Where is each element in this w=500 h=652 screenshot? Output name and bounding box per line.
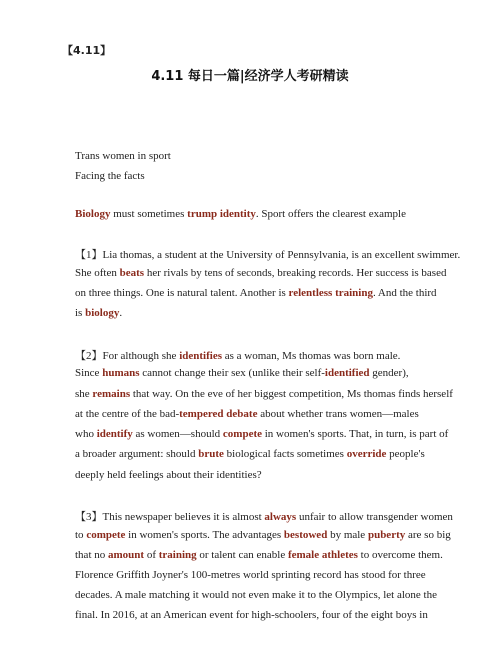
paragraph-2-line: [75, 388, 485, 400]
keyword: identify: [96, 428, 133, 440]
paragraph-marker: 【3】: [75, 511, 103, 523]
text: Since: [75, 367, 103, 379]
paragraph-2-line: [75, 428, 485, 440]
text: Lia thomas, a student at the University of Pennsylvania, is an excellent swimmer.: [102, 249, 461, 261]
date-tag: 【4.11】: [62, 44, 112, 57]
keyword: amount: [108, 549, 145, 561]
text: .: [119, 307, 123, 319]
text: at the centre of the bad-: [75, 408, 180, 420]
paragraph-2-line: [75, 367, 485, 379]
keyword: remains: [92, 388, 131, 400]
text: is: [75, 307, 86, 319]
keyword: compete: [86, 529, 126, 541]
text: she: [75, 388, 93, 400]
text: She often: [75, 267, 120, 279]
text: as women—should: [132, 428, 223, 440]
text: are so big: [405, 529, 451, 541]
text: cannot change their sex (unlike their self-: [139, 367, 325, 379]
text: that no: [75, 549, 108, 561]
text: For although she: [102, 350, 180, 362]
keyword: brute: [198, 448, 224, 460]
keyword: identified: [324, 367, 370, 379]
paragraph-3-line: [75, 609, 485, 621]
paragraph-marker: 【2】: [75, 350, 103, 362]
paragraph-2-line: [75, 408, 485, 420]
paragraph-3-line: [75, 549, 485, 561]
text: to: [75, 529, 87, 541]
paragraph-3-line: [75, 589, 485, 601]
text: deeply held feelings about their identities?: [75, 469, 262, 481]
text: as a woman, Ms thomas was born male.: [221, 350, 401, 362]
paragraph-1-line: [75, 307, 485, 319]
keyword: bestowed: [283, 529, 328, 541]
text: to overcome them.: [357, 549, 443, 561]
page-title: 4.11 每日一篇|经济学人考研精读: [151, 69, 349, 84]
text: about whether trans women—males: [257, 408, 419, 420]
paragraph-1-line: [75, 267, 485, 279]
text: gender),: [369, 367, 409, 379]
text: final. In 2016, at an American event for high-schoolers, four of the eight boys in: [75, 609, 428, 621]
text: This newspaper believes it is almost: [102, 511, 265, 523]
text: that way. On the eve of her biggest competition, Ms thomas finds herself: [130, 388, 453, 400]
paragraph-3-line: [75, 508, 485, 524]
text: biological facts sometimes: [223, 448, 347, 460]
text: in women's sports. The advantages: [125, 529, 284, 541]
keyword: compete: [222, 428, 262, 440]
keyword: female athletes: [287, 549, 358, 561]
text: or talent can enable: [196, 549, 288, 561]
paragraph-3-line: [75, 529, 485, 541]
text: of: [144, 549, 159, 561]
text: a broader argument: should: [75, 448, 199, 460]
text: her rivals by tens of seconds, breaking records. Her success is based: [144, 267, 447, 279]
paragraph-2-line: [75, 347, 485, 363]
keyword: always: [264, 511, 297, 523]
paragraph-2-line: [75, 448, 485, 460]
lede: [75, 208, 485, 220]
article-headline: Trans women in sport: [75, 150, 171, 162]
paragraph-2-line: [75, 469, 485, 481]
keyword: beats: [119, 267, 145, 279]
keyword: biology: [85, 307, 120, 319]
text: decades. A male matching it would not even make it to the Olympics, let alone the: [75, 589, 437, 601]
text: who: [75, 428, 97, 440]
text: in women's sports. That, in turn, is part of: [262, 428, 449, 440]
keyword: identifies: [179, 350, 222, 362]
paragraph-3-line: [75, 569, 485, 581]
keyword: tempered debate: [179, 408, 258, 420]
text: Florence Griffith Joyner's 100-metres world sprinting record has stood for three: [75, 569, 426, 581]
keyword: Biology: [75, 208, 111, 220]
keyword: override: [346, 448, 387, 460]
paragraph-1-line: [75, 287, 485, 299]
keyword: relentless training: [288, 287, 373, 299]
keyword: humans: [102, 367, 140, 379]
article-subheadline: Facing the facts: [75, 170, 145, 182]
text: on three things. One is natural talent. Another is: [75, 287, 289, 299]
keyword: trump identity: [187, 208, 256, 220]
text: people's: [386, 448, 425, 460]
text: by male: [327, 529, 368, 541]
text: unfair to allow transgender women: [296, 511, 453, 523]
keyword: training: [158, 549, 197, 561]
text: . Sport offers the clearest example: [255, 208, 406, 220]
paragraph-marker: 【1】: [75, 249, 103, 261]
text: must sometimes: [110, 208, 188, 220]
text: . And the third: [372, 287, 437, 299]
keyword: puberty: [367, 529, 406, 541]
paragraph-1-line: [75, 246, 485, 262]
